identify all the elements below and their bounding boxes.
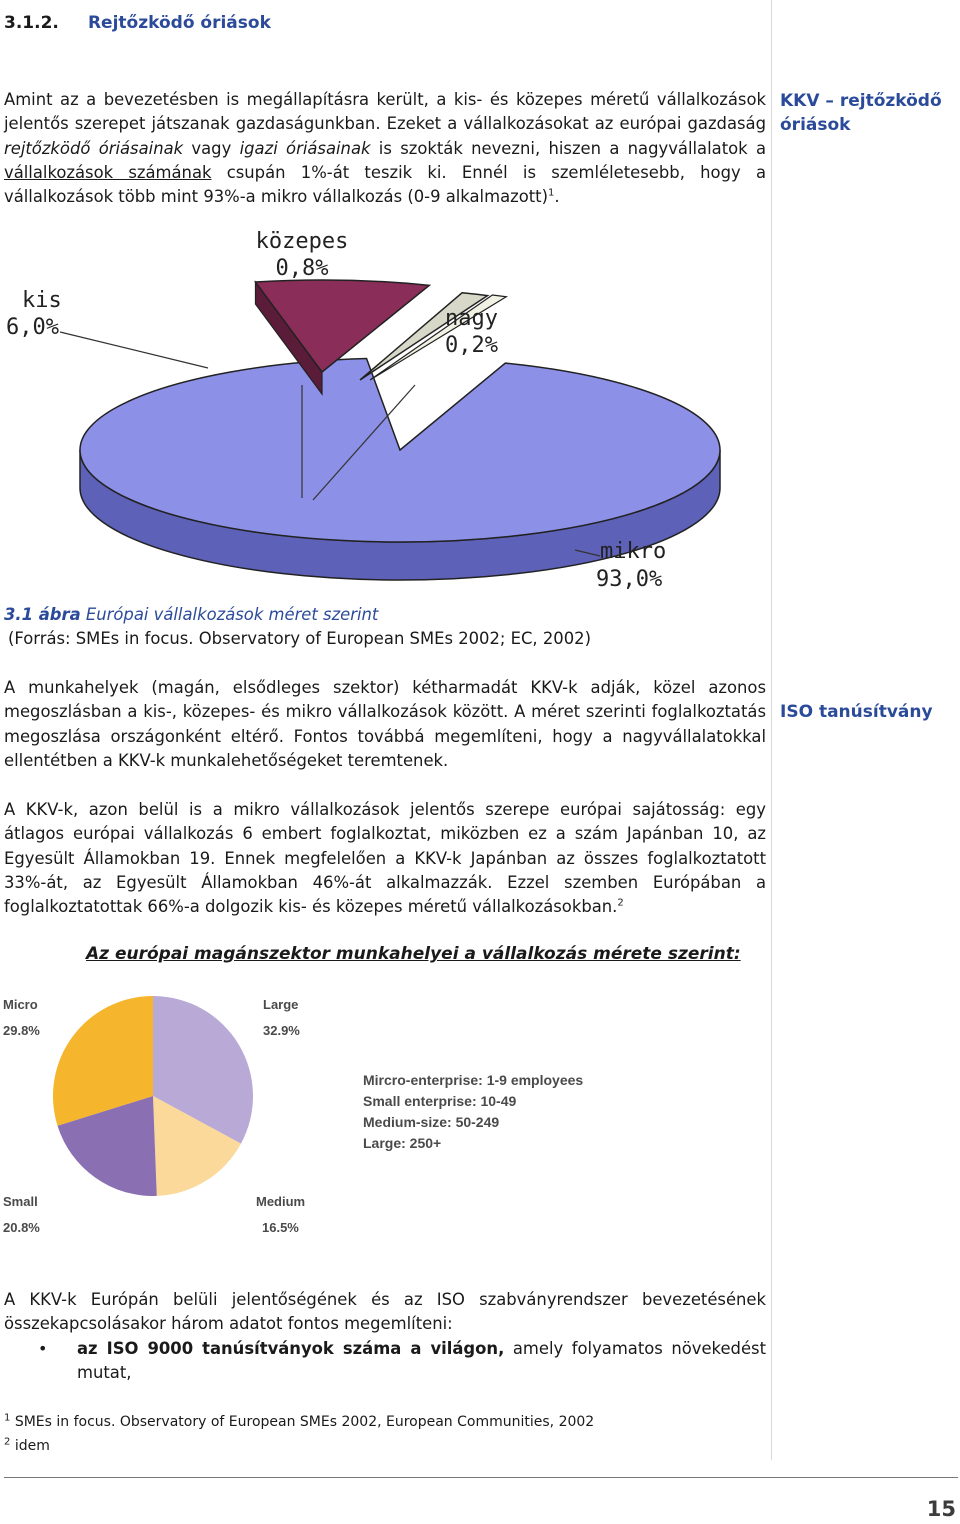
label-kis-value: 6,0% (6, 315, 59, 340)
footnote-1: $^1$ SMEs in focus. Observatory of European SMEs 2002, European Communities, 2002 (4, 1412, 595, 1430)
legend-large: Large: 250+ (363, 1135, 442, 1151)
pie-slice-mikro (80, 359, 720, 542)
label-large-value: 32.9% (263, 1023, 300, 1038)
leader-kis (60, 332, 208, 368)
figure-caption (4, 603, 764, 627)
chart2-title: Az európai magánszektor munkahelyei a vállalkozás mérete szerint: (86, 944, 741, 964)
pie-chart-enterprises (0, 220, 770, 595)
section-title: Rejtőzködő óriások (87, 13, 271, 33)
pie-chart-workplaces (0, 985, 770, 1245)
label-kis-name: kis (22, 288, 62, 313)
label-large-name: Large (263, 997, 299, 1012)
section-heading (4, 13, 271, 33)
legend-small: Small enterprise: 10-49 (363, 1093, 517, 1109)
column-divider (771, 0, 772, 1460)
paragraph-european-feature: A KKV-k, azon belül is a mikro vállalkozások jelentős szerepe európai sajátosság: egy átlagos európai vállalkozás 6 embert foglalkoztat, miközben ez a szám Japánban 10, az Egyesült Államokban 19. Ennek megfelelően a KKV-k Japánban az összes foglalkoztatott 33%-át, az Egyesült Államokban 46%-át alkalmazzák. Ezzel szemben Európában a foglalkoztatottak 66%-a dolgozik kis- és közepes méretű vállalkozásokban.$^2$ (4, 800, 766, 917)
footer-rule (4, 1477, 958, 1478)
footnote-2: $^2$ idem (4, 1436, 50, 1454)
label-mikro-name: mikro (600, 539, 667, 564)
side-note-kkv: KKV – rejtőzködő óriások (780, 91, 942, 135)
label-medium-value: 16.5% (262, 1220, 299, 1235)
label-medium-name: Medium (256, 1194, 306, 1209)
paragraph-iso-intro: A KKV-k Európán belüli jelentőségének és az ISO szabványrendszer bevezetésének összekapcsolásakor három adatot fontos megemlíteni: (4, 1290, 766, 1334)
label-small-value: 20.8% (3, 1220, 40, 1235)
label-mikro-value: 93,0% (596, 567, 663, 592)
section-number: 3.1.2. (4, 13, 59, 33)
legend-micro: Mircro-enterprise: 1-9 employees (363, 1072, 584, 1088)
figure-title: Európai vállalkozások méret szerint (85, 605, 379, 624)
side-note-iso: ISO tanúsítvány (780, 702, 933, 722)
figure-number: 3.1 ábra (4, 605, 81, 624)
label-nagy-name: nagy (445, 306, 498, 331)
paragraph-workplaces: A munkahelyek (magán, elsődleges szektor) kétharmadát KKV-k adják, közel azonos megoszlásban a kis-, közepes- és mikro vállalkozások között. A méret szerinti foglalkoztatás megoszlása országonként eltérő. Fontos továbbá megemlíteni, hogy a nagyvállalatokkal ellentétben a KKV-k munkalehetőségeket teremtenek. (4, 678, 766, 770)
label-nagy-value: 0,2% (445, 333, 498, 358)
label-micro-name: Micro (3, 997, 38, 1012)
label-kozepes-name: közepes (255, 229, 349, 254)
label-small-name: Small (3, 1194, 38, 1209)
bullet-dot: • (38, 1339, 48, 1358)
page-number: 15 (926, 1497, 956, 1521)
bullet-item-iso9000: az ISO 9000 tanúsítványok száma a világon, amely folyamatos növekedést mutat, (77, 1339, 767, 1383)
label-kozepes-value: 0,8% (275, 256, 329, 281)
figure-source: (Forrás: SMEs in focus. Observatory of European SMEs 2002; EC, 2002) (8, 629, 591, 648)
legend-medium: Medium-size: 50-249 (363, 1114, 500, 1130)
label-micro-value: 29.8% (3, 1023, 40, 1038)
paragraph-intro: Amint az a bevezetésben is megállapításra került, a kis- és közepes méretű vállalkozások jelentős szerepet játszanak gazdaságunkban. Ezeket a vállalkozásokat az európai gazdaság rejtőzködő óriásainak vagy igazi óriásainak is szokták nevezni, hiszen a nagyvállalatok a vállalkozások számának csupán 1%-át teszik ki. Ennél is szemléletesebb, hogy a vállalkozások több mint 93%-a mikro vállalkozás (0-9 alkalmazott)$^1$. (4, 90, 766, 207)
